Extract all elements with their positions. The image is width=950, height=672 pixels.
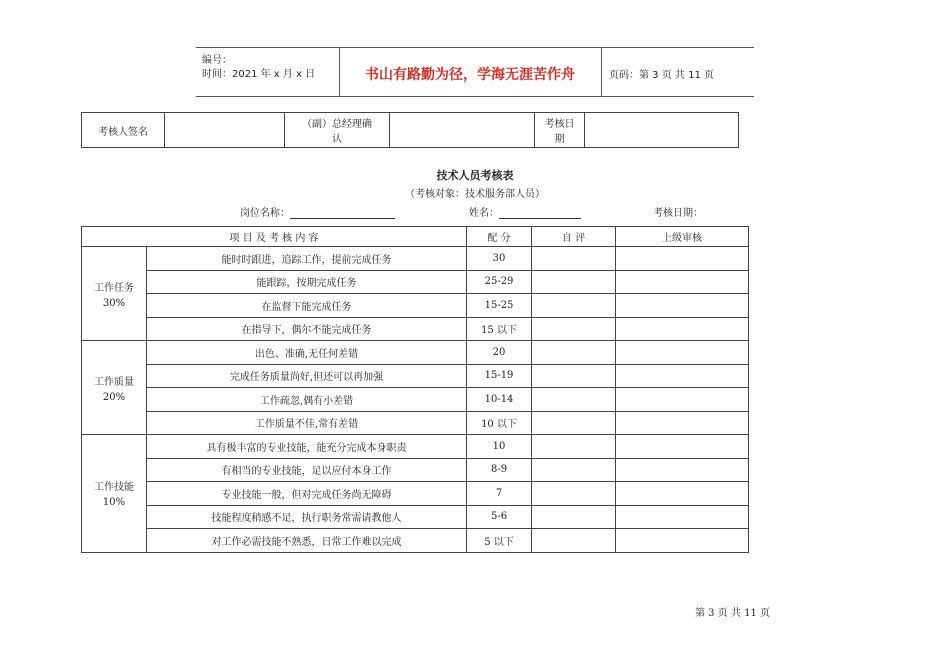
supervisor-review-cell[interactable] [616,529,749,553]
group-weight: 30% [102,297,126,309]
reviewer-signature-field[interactable] [165,113,285,148]
table-row [82,411,749,435]
header-page-label: 页码：第 3 页 共 11 页 [609,70,714,81]
group-name: 工作任务 [94,282,134,294]
criterion-text: 对工作必需技能不熟悉，日常工作难以完成 [147,529,467,553]
supervisor-review-cell[interactable] [616,482,749,506]
self-review-cell[interactable] [532,294,616,318]
form-subtitle: （考核对象：技术服务部人员） [405,189,545,200]
supervisor-review-cell[interactable] [616,317,749,341]
reviewer-signature-label: 考核人签名 [82,113,165,148]
review-date-label-line1: 考核日 [544,119,575,130]
header-divider-right [601,47,602,96]
score-range: 10 [467,435,532,459]
table-row [82,364,749,388]
supervisor-review-cell[interactable] [616,341,749,365]
self-review-cell[interactable] [532,411,616,435]
self-review-cell[interactable] [532,247,616,271]
criterion-text: 技能程度稍感不足，执行职务常需请教他人 [147,505,467,529]
table-row [82,435,749,459]
group-cell-skill [82,435,147,553]
criterion-text: 具有极丰富的专业技能，能充分完成本身职责 [147,435,467,459]
criterion-text: 专业技能一般，但对完成任务尚无障碍 [147,482,467,506]
header-time-label: 时间：2021 年 x 月 x 日 [202,69,316,80]
self-review-cell[interactable] [532,505,616,529]
score-range: 8-9 [467,458,532,482]
self-review-cell[interactable] [532,317,616,341]
header-number-label: 编号： [202,55,232,66]
group-name: 工作质量 [94,376,134,388]
supervisor-review-cell[interactable] [616,505,749,529]
supervisor-review-cell[interactable] [616,247,749,271]
footer-page-number: 第 3 页 共 11 页 [695,608,770,619]
criterion-text: 完成任务质量尚好,但还可以再加强 [147,364,467,388]
manager-confirm-label [285,113,390,148]
group-cell-quality [82,341,147,435]
table-row [82,294,749,318]
manager-confirm-label-line2: 认 [332,134,342,145]
score-range: 15 以下 [467,317,532,341]
criterion-text: 出色、准确,无任何差错 [147,341,467,365]
form-title: 技术人员考核表 [436,169,514,182]
criterion-text: 在指导下，偶尔不能完成任务 [147,317,467,341]
position-name-field [240,204,395,219]
self-review-cell[interactable] [532,388,616,412]
employee-name-label: 姓名： [469,208,499,219]
table-row [82,505,749,529]
header-self-review: 自 评 [532,227,616,247]
table-row [82,247,749,271]
score-range: 10 以下 [467,411,532,435]
header-top-rule [196,47,754,48]
supervisor-review-cell[interactable] [616,270,749,294]
criterion-text: 工作质量不佳,常有差错 [147,411,467,435]
group-weight: 20% [102,391,126,403]
score-range: 30 [467,247,532,271]
criterion-text: 能跟踪，按期完成任务 [147,270,467,294]
position-name-input[interactable] [290,207,395,219]
group-name: 工作技能 [94,482,134,494]
self-review-cell[interactable] [532,435,616,459]
self-review-cell[interactable] [532,529,616,553]
supervisor-review-cell[interactable] [616,388,749,412]
assessment-table [81,226,749,553]
header-supervisor-review: 上级审核 [616,227,749,247]
group-weight: 10% [102,497,126,509]
self-review-cell[interactable] [532,341,616,365]
table-row [82,388,749,412]
review-date-label-line2: 期 [554,134,565,145]
assessment-date-label: 考核日期： [653,208,703,219]
review-date-field[interactable] [585,113,739,148]
score-range: 15-19 [467,364,532,388]
table-row [82,317,749,341]
criterion-text: 工作疏忽,偶有小差错 [147,388,467,412]
score-range: 7 [467,482,532,506]
self-review-cell[interactable] [532,458,616,482]
assessment-date-field [653,204,703,219]
supervisor-review-cell[interactable] [616,435,749,459]
table-row [82,270,749,294]
criterion-text: 有相当的专业技能，足以应付本身工作 [147,458,467,482]
self-review-cell[interactable] [532,482,616,506]
supervisor-review-cell[interactable] [616,364,749,388]
self-review-cell[interactable] [532,270,616,294]
header-motto: 书山有路勤为径，学海无涯苦作舟 [365,67,575,83]
score-range: 25-29 [467,270,532,294]
table-row [82,529,749,553]
manager-confirm-label-line1: （副）总经理确 [302,119,372,130]
header-score: 配 分 [467,227,532,247]
employee-name-field [469,204,581,219]
supervisor-review-cell[interactable] [616,294,749,318]
score-range: 10-14 [467,388,532,412]
employee-name-input[interactable] [499,207,581,219]
table-row [82,341,749,365]
score-range: 15-25 [467,294,532,318]
manager-confirm-field[interactable] [390,113,535,148]
table-row [82,458,749,482]
score-range: 20 [467,341,532,365]
supervisor-review-cell[interactable] [616,458,749,482]
self-review-cell[interactable] [532,364,616,388]
table-header-row [82,227,749,247]
review-date-label [535,113,585,148]
group-cell-task [82,247,147,341]
header-bottom-rule [196,96,754,97]
criterion-text: 能时时跟进，追踪工作，提前完成任务 [147,247,467,271]
signature-table [81,112,739,148]
criterion-text: 在监督下能完成任务 [147,294,467,318]
table-row [82,482,749,506]
header-items: 项 目 及 考 核 内 容 [82,227,467,247]
supervisor-review-cell[interactable] [616,411,749,435]
position-name-label: 岗位名称： [240,208,290,219]
score-range: 5 以下 [467,529,532,553]
score-range: 5-6 [467,505,532,529]
